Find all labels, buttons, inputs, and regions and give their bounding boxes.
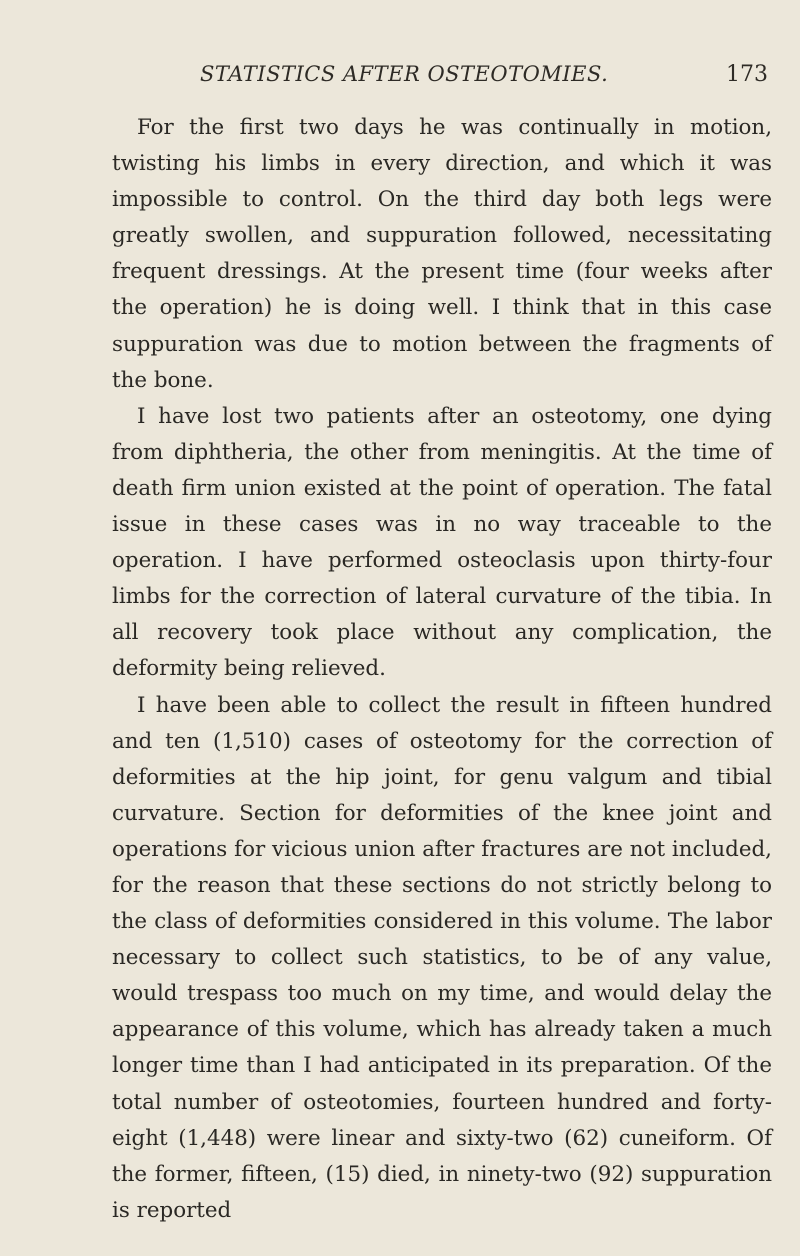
page-header <box>110 62 770 106</box>
running-title: STATISTICS AFTER OSTEOTOMIES. <box>200 62 609 86</box>
page-number: 173 <box>726 62 768 87</box>
paragraph: I have been able to collect the result in fifteen hundred and ten (1,510) cases of osteotomy for the correction of deformities at the hip joint, for genu valgum and tibial curvature. Section for deformities of the knee joint and operations for vicious union after fractures are not included, for the reason that these sections do not strictly belong to the class of deformities considered in this volume. The labor necessary to collect such statistics, to be of any value, would trespass too much on my time, and would delay the appearance of this volume, which has already taken a much longer time than I had anticipated in its preparation. Of the total number of osteotomies, fourteen hundred and forty-eight (1,448) were linear and sixty-two (62) cuneiform. Of the former, fifteen, (15) died, in ninety-two (92) suppuration is reported <box>112 692 772 1223</box>
paragraph: I have lost two patients after an osteotomy, one dying from diphtheria, the other from meningitis. At the time of death firm union existed at the point of operation. The fatal issue in these cases was in no way traceable to the operation. I have performed osteoclasis upon thirty-four limbs for the correction of lateral curvature of the tibia. In all recovery took place without any complication, the deformity being relieved. <box>112 403 772 682</box>
paragraph: For the first two days he was continually in motion, twisting his limbs in every direction, and which it was impossible to control. On the third day both legs were greatly swollen, and suppuration followed, necessitating frequent dressings. At the present time (four weeks after the operation) he is doing well. I think that in this case suppuration was due to motion between the fragments of the bone. <box>112 115 772 393</box>
body-text <box>112 110 772 1229</box>
